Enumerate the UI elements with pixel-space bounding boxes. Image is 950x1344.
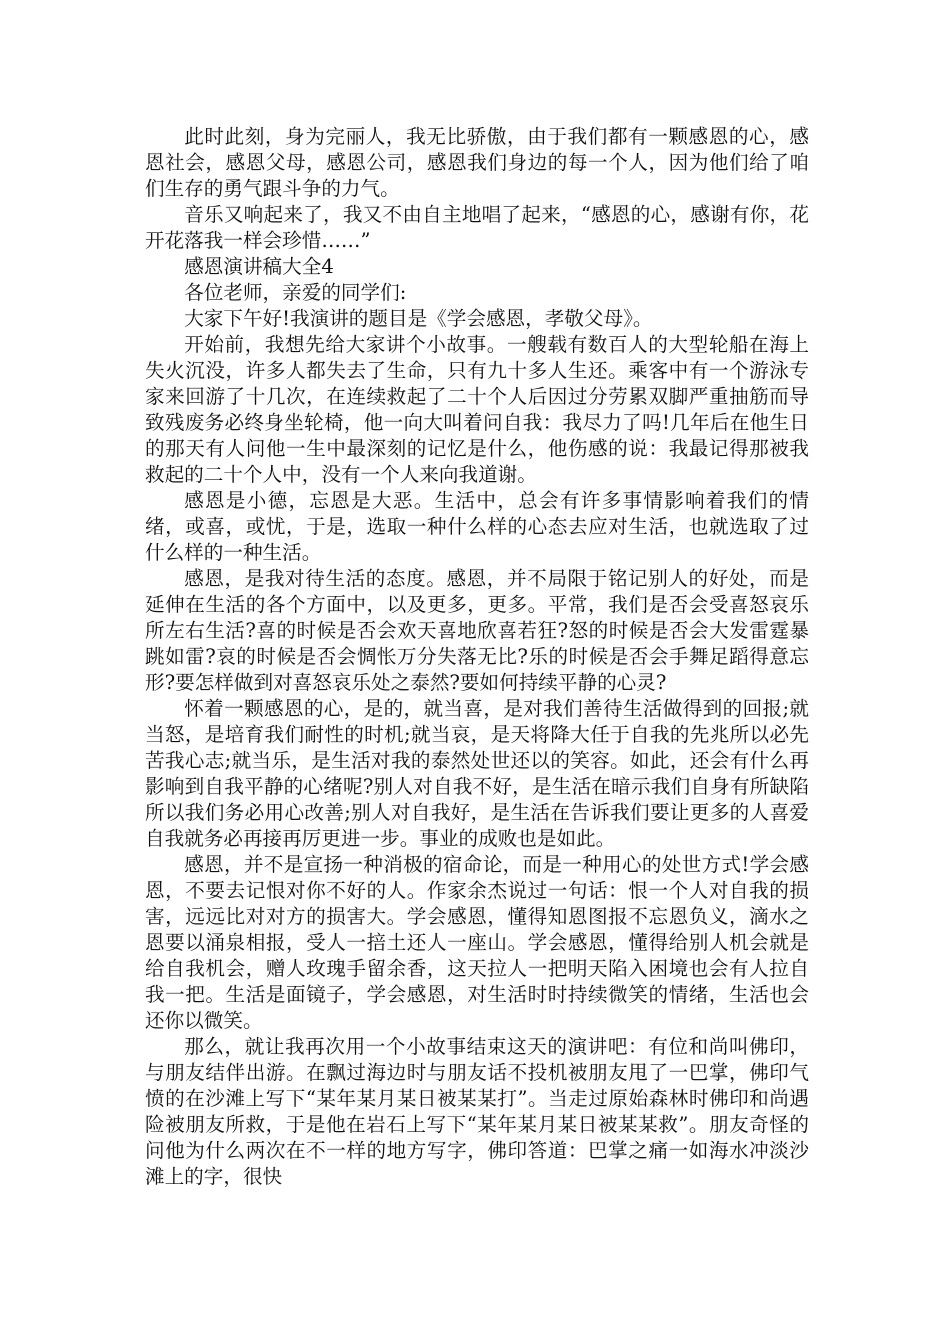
document-page bbox=[145, 124, 809, 1190]
paragraph-gratitude-pride: 此时此刻，身为完丽人，我无比骄傲，由于我们都有一颗感恩的心，感恩社会，感恩父母，感恩公司，感恩我们身边的每一个人，因为他们给了咱们生存的勇气跟斗争的力气。 bbox=[145, 125, 809, 200]
paragraph-closing-story: 那么，就让我再次用一个小故事结束这天的演讲吧：有位和尚叫佛印，与朋友结伴出游。在飘过海边时与朋友话不投机被朋友甩了一巴掌，佛印气愤的在沙滩上写下“某年某月某日被某某打”。当走过原始森林时佛印和尚遇险被朋友所救，于是他在岩石上写下“某年某月某日被某某救”。朋友奇怪的问他为什么两次在不一样的地方写字，佛印答道：巴掌之痛一如海水冲淡沙滩上的字，很快 bbox=[145, 1035, 809, 1188]
paragraph-grateful-heart: 怀着一颗感恩的心，是的，就当喜，是对我们善待生活做得到的回报;就当怒，是培育我们耐性的时机;就当哀，是天将降大任于自我的先兆所以必先苦我心志;就当乐，是生活对我的泰然处世还以的笑容。如此，还会有什么再影响到自我平静的心绪呢?别人对自我不好，是生活在暗示我们自身有所缺陷所以我们务必用心改善;别人对自我好，是生活在告诉我们要让更多的人喜爱自我就务必再接再厉更进一步。事业的成败也是如此。 bbox=[145, 697, 809, 850]
salutation: 各位老师，亲爱的同学们: bbox=[184, 281, 407, 304]
paragraph-not-fatalism: 感恩，并不是宣扬一种消极的宿命论，而是一种用心的处世方式!学会感恩，不要去记恨对你不好的人。作家余杰说过一句话：恨一个人对自我的损害，远远比对对方的损害大。学会感恩，懂得知恩图报不忘恩负义，滴水之恩要以涌泉相报，受人一掊土还人一座山。学会感恩，懂得给别人机会就是给自我机会，赠人玫瑰手留余香，这天拉人一把明天陷入困境也会有人拉自我一把。生活是面镜子，学会感恩，对生活时时持续微笑的情绪，生活也会还你以微笑。 bbox=[145, 853, 809, 1032]
speech-title-line: 大家下午好!我演讲的题目是《学会感恩，孝敬父母》。 bbox=[184, 307, 653, 330]
paragraph-music-song: 音乐又响起来了，我又不由自主地唱了起来，“感恩的心，感谢有你，花开花落我一样会珍惜……” bbox=[145, 203, 809, 252]
paragraph-virtue: 感恩是小德，忘恩是大恶。生活中，总会有许多事情影响着我们的情绪，或喜，或忧，于是，选取一种什么样的心态去应对生活，也就选取了过什么样的一种生活。 bbox=[145, 489, 809, 564]
paragraph-story-ship: 开始前，我想先给大家讲个小故事。一艘载有数百人的大型轮船在海上失火沉没，许多人都失去了生命，只有九十多人生还。乘客中有一个游泳专家来回游了十几次，在连续救起了二十个人后因过分劳累双脚严重抽筋而导致残废务必终身坐轮椅，他一向大叫着问自我：我尽力了吗!几年后在他生日的那天有人问他一生中最深刻的记忆是什么，他伤感的说：我最记得那被我救起的二十个人中，没有一个人来向我道谢。 bbox=[145, 333, 809, 486]
paragraph-attitude: 感恩，是我对待生活的态度。感恩，并不局限于铭记别人的好处，而是延伸在生活的各个方面中，以及更多，更多。平常，我们是否会受喜怒哀乐所左右生活?喜的时候是否会欢天喜地欣喜若狂?怒的时候是否会大发雷霆暴跳如雷?哀的时候是否会惆怅万分失落无比?乐的时候是否会手舞足蹈得意忘形?要怎样做到对喜怒哀乐处之泰然?要如何持续平静的心灵? bbox=[145, 567, 809, 694]
section-heading: 感恩演讲稿大全4 bbox=[184, 255, 334, 278]
